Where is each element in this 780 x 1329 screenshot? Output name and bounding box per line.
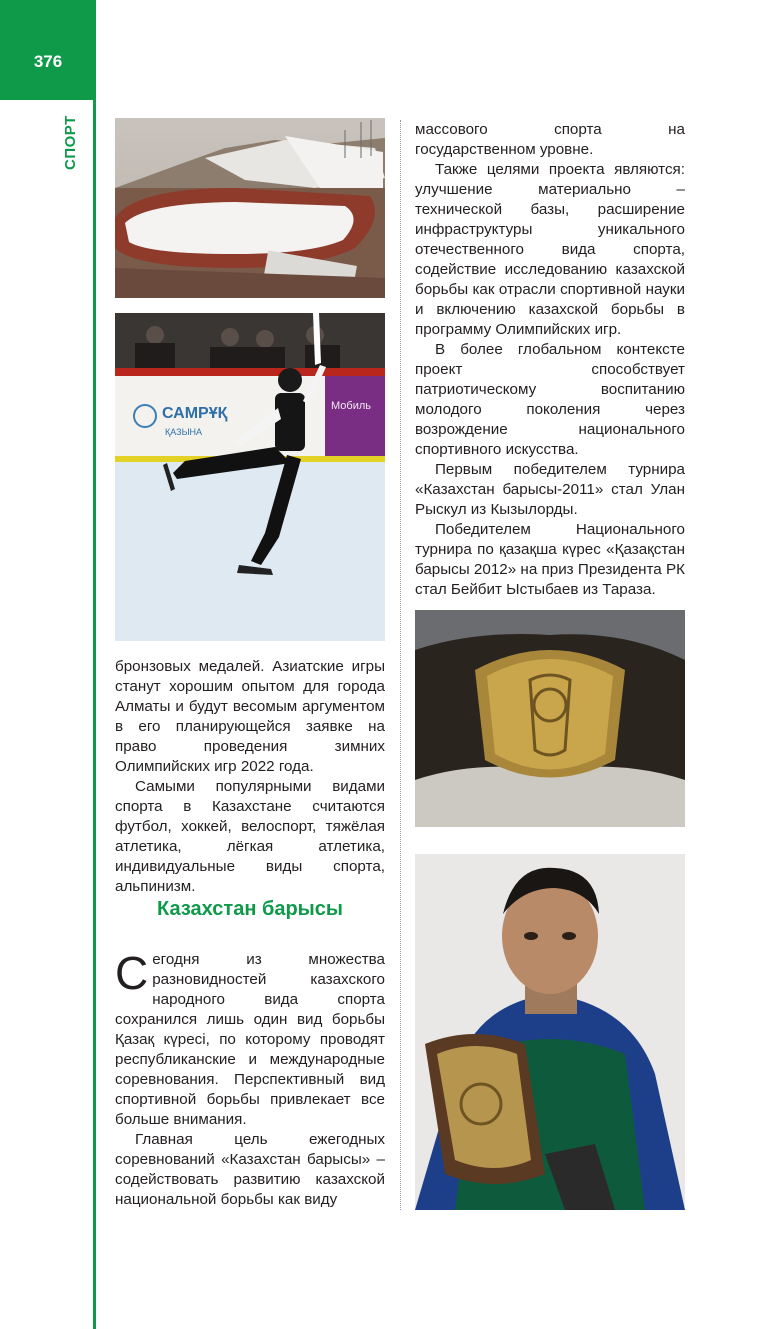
photo-figure-skater	[115, 313, 385, 641]
photo-wrestler-portrait	[415, 854, 685, 1210]
paragraph: бронзовых медалей. Азиатские игры станут хорошим опытом для города Алматы и будут весомым аргументом в его планирующейся заявке на право проведения зимних Олимпийских игр 2022 года.	[115, 658, 385, 775]
paragraph: Первым победителем турнира «Казахстан барысы-2011» стал Улан Рыскул из Кызылорды.	[415, 461, 685, 518]
paragraph: Победителем Национального турнира по қазақша күрес «Қазақстан барысы 2012» на приз Президента РК стал Бейбит Ыстыбаев из Тараза.	[415, 521, 685, 598]
section-label: СПОРТ	[62, 115, 79, 170]
paragraph: Главная цель ежегодных соревнований «Казахстан барысы» – содействовать развитию казахской национальной борьбы как виду	[115, 1131, 385, 1208]
page-number: 376	[33, 52, 63, 71]
left-column-bottom-text	[115, 947, 385, 1210]
paragraph: В более глобальном контексте проект способствует патриотическому воспитанию молодого поколения через возрождение национального спортивного искусства.	[415, 341, 685, 458]
page-number-tab	[0, 0, 96, 100]
column-divider	[400, 120, 401, 1210]
left-column-top-text	[115, 657, 385, 897]
board-brand-text: САМРҰҚ	[162, 405, 228, 422]
paragraph: Также целями проекта являются: улучшение материально – технической базы, расширение инфраструктуры уникального отечественного вида спорта, содействие исследованию казахской борьбы как отрасли спортивной науки и включению казахской борьбы в программу Олимпийских игр.	[415, 161, 685, 338]
right-column-text	[415, 120, 685, 600]
paragraph-text: егодня из множества разновидностей казахского народного вида спорта сохранился лишь один вид борьбы Қазақ күресі, по которому проводят республиканские и международные соревнования. Перспективный вид спортивной борьбы привлекает все больше внимания.	[115, 951, 385, 1128]
photo-championship-belt	[415, 610, 685, 827]
photo-ski-jump-stadium	[115, 118, 385, 298]
section-heading: Казахстан барысы	[157, 898, 343, 920]
board-brand-subtext: ҚАЗЫНА	[165, 427, 203, 437]
paragraph: Самыми популярными видами спорта в Казахстане считаются футбол, хоккей, велоспорт, тяжёлая атлетика, лёгкая атлетика, индивидуальные виды спорта, альпинизм.	[115, 778, 385, 895]
paragraph: массового спорта на государственном уровне.	[415, 121, 685, 158]
side-rule	[93, 0, 96, 1329]
drop-cap: С	[115, 947, 149, 999]
board-right-text: Мобиль	[331, 400, 371, 412]
paragraph-with-dropcap	[115, 947, 385, 1130]
